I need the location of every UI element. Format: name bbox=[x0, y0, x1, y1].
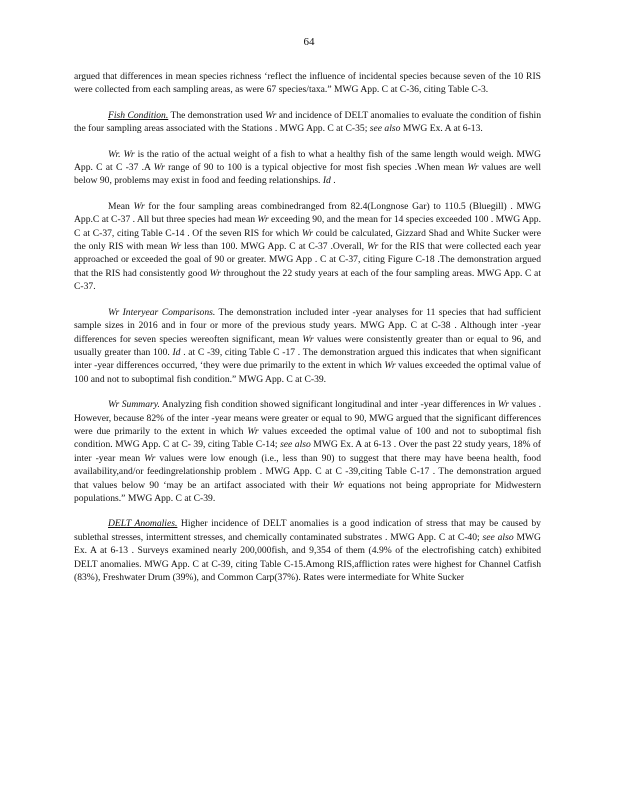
text-run: . bbox=[330, 175, 336, 187]
italic-run: Wr. bbox=[108, 148, 121, 160]
italic-run: DELT Anomalies. bbox=[108, 518, 178, 530]
italic-run: see also bbox=[280, 439, 311, 451]
text-run: MWG Ex. A at 6-13 . Over the past 22 study years, 18% of inter -year mean bbox=[74, 439, 541, 464]
text-run: throughout the 22 study years at each of the four sampling areas. MWG App. C at C-37. bbox=[74, 267, 541, 293]
paragraph-mean-wr bbox=[74, 200, 541, 294]
text-run: less than 100. MWG App. C at C-37 .Overall, bbox=[181, 241, 367, 253]
italic-run: Wr bbox=[366, 241, 379, 253]
italic-run: Fish Condition. bbox=[108, 109, 169, 121]
italic-run: Wr bbox=[170, 241, 182, 253]
page-number: 64 bbox=[303, 36, 315, 48]
italic-run: Wr bbox=[209, 267, 221, 279]
italic-run: Wr bbox=[133, 200, 145, 212]
italic-run: Wr bbox=[467, 162, 479, 174]
italic-run: Wr bbox=[144, 452, 156, 464]
text-run: Analyzing fish condition showed significant longitudinal and inter -year differences in bbox=[159, 399, 498, 411]
italic-run: see also bbox=[482, 531, 514, 543]
text-run: equations not being appropriate for Midwestern populations.” MWG App. C at C-39. bbox=[74, 479, 541, 504]
text-run: values . However, because 82% of the inter -year means were greater or equal to 90, MWG argued that the significant differences were due primarily to the extent in which bbox=[74, 399, 541, 437]
text-run: for the four sampling areas combinedranged from 82.4(Longnose Gar) to 110.5 (Bluegill) . MWG App.C at C-37 . All but three species had mean bbox=[74, 200, 541, 226]
text-run: MWG Ex. A at 6-13 . Surveys examined nearly 200,000fish, and 9,354 of them (4.9% of the electrofishing catch) exhibited DELT anomalies. MWG App. C at C-39, citing Table C-15.Among RIS,affliction rates were highest for Channel Catfish (83%), Freshwater Drum (39%), and Common Carp(37%). Rates were intermediate for White Sucker bbox=[74, 531, 541, 583]
text-run: values are well below 90, problems may exist in food and feeding relationships. bbox=[74, 162, 541, 187]
paragraph-wr-interyear bbox=[74, 306, 541, 386]
paragraph-fish-condition bbox=[74, 109, 541, 136]
paragraph-wr-summary bbox=[74, 398, 541, 505]
paragraph-wr-definition bbox=[74, 148, 541, 188]
text-run: MWG Ex. A at 6-13. bbox=[400, 123, 483, 135]
text-run: for the RIS that were collected each year approached or exceeded the goal of 90 or greater. MWG App . C at C-37, citing Figure C-18 .The demonstration argued that the RIS had consistently good bbox=[74, 241, 541, 279]
italic-run: Id bbox=[172, 346, 181, 358]
text-run: could be calculated, Gizzard Shad and White Sucker were the only RIS with mean bbox=[74, 227, 541, 253]
body-text bbox=[74, 70, 541, 596]
italic-run: Wr Summary. bbox=[108, 399, 160, 411]
italic-run: Wr bbox=[384, 360, 396, 372]
italic-run: Wr bbox=[265, 109, 277, 121]
text-run: values were low enough (i.e., less than 90) to suggest that there may have beena health, food availability,and/or feedingrelationship problem . MWG App. C at C -39,citing Table C-17 . The demonstration argued that values below 90 ‘may be an artifact associated with their bbox=[74, 452, 541, 491]
text-run: argued that differences in mean species richness ‘reflect the influence of incidental species because seven of the 10 RIS were collected from each sampling areas, as were 67 species/taxa.” MWG App. C at C-36, citing Table C-3. bbox=[74, 71, 541, 96]
text-run: values exceeded the optimal value of 100 and not to suboptimal fish condition.” MWG App. C at C-39. bbox=[74, 360, 541, 385]
italic-run: Wr bbox=[153, 162, 165, 174]
italic-run: Wr bbox=[302, 333, 314, 345]
italic-run: Wr bbox=[247, 425, 259, 437]
italic-run: Wr bbox=[332, 479, 344, 491]
text-run: values were consistently greater than or equal to 96, and usually greater than 100. bbox=[74, 333, 541, 358]
text-run: and incidence of DELT anomalies to evaluate the condition of fishin the four sampling areas associated with the Stations . MWG App. C at C-35; bbox=[74, 109, 541, 135]
italic-run: Wr bbox=[123, 148, 135, 160]
text-run: is the ratio of the actual weight of a fish to what a healthy fish of the same length would weigh. MWG App. C at C -37 .A bbox=[74, 148, 541, 174]
text-run: Mean bbox=[108, 200, 134, 212]
text-run: The demonstration included inter -year analyses for 11 species that had sufficient sample sizes in 2016 and in four or more of the previous study years. MWG App. C at C-38 . Although inter -year differences for seven species wereoften significant, mean bbox=[74, 306, 541, 345]
italic-run: Wr Interyear Comparisons. bbox=[108, 306, 216, 318]
italic-run: Wr bbox=[497, 399, 509, 411]
text-run: The demonstration used bbox=[168, 109, 266, 121]
italic-run: Wr bbox=[257, 214, 269, 226]
text-run: range of 90 to 100 is a typical objective for most fish species .When mean bbox=[164, 162, 468, 174]
paragraph-delt-anomalies bbox=[74, 517, 541, 584]
text-run: Higher incidence of DELT anomalies is a good indication of stress that may be caused by sublethal stresses, intermittent stresses, and chemically contaminated substrates . MWG App. C at C-40; bbox=[74, 518, 541, 543]
italic-run: Id bbox=[322, 175, 331, 187]
italic-run: Wr bbox=[301, 227, 314, 239]
paragraph-richness bbox=[74, 70, 541, 97]
text-run: exceeding 90, and the mean for 14 species exceeded 100 . MWG App. C at C-37, citing Table C-14 . Of the seven RIS for which bbox=[74, 214, 541, 239]
italic-run: see also bbox=[369, 123, 401, 135]
text-run: values exceeded the optimal value of 100 and not to suboptimal fish condition. MWG App. C at C- 39, citing Table C-14; bbox=[74, 425, 541, 451]
text-run: . at C -39, citing Table C -17 . The demonstration argued this indicates that when significant inter -year differences occurred, ‘they were due primarily to the extent in which bbox=[74, 346, 541, 372]
